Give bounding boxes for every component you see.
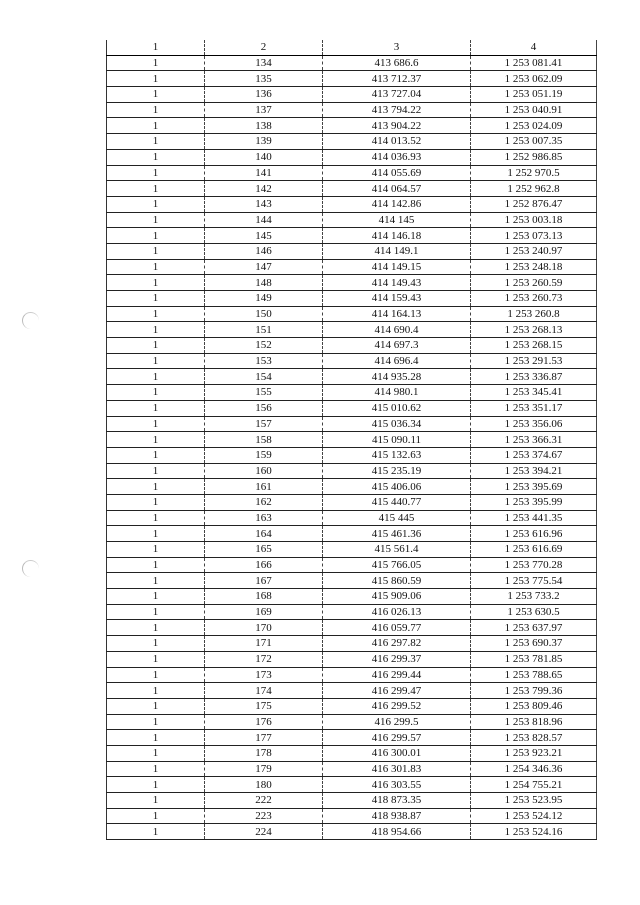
table-row <box>107 698 597 714</box>
table-row <box>107 636 597 652</box>
cell-part-number: 1 <box>107 212 205 228</box>
cell-y-coordinate: 1 253 799.36 <box>471 683 597 699</box>
table-row <box>107 651 597 667</box>
cell-point-number: 169 <box>205 604 323 620</box>
cell-x-coordinate: 414 013.52 <box>323 134 471 150</box>
cell-point-number: 144 <box>205 212 323 228</box>
cell-point-number: 163 <box>205 510 323 526</box>
cell-part-number: 1 <box>107 604 205 620</box>
cell-part-number: 1 <box>107 683 205 699</box>
cell-point-number: 136 <box>205 87 323 103</box>
cell-y-coordinate: 1 253 690.37 <box>471 636 597 652</box>
table-row <box>107 212 597 228</box>
cell-part-number: 1 <box>107 808 205 824</box>
cell-point-number: 152 <box>205 338 323 354</box>
cell-part-number: 1 <box>107 55 205 71</box>
cell-point-number: 165 <box>205 542 323 558</box>
cell-x-coordinate: 415 440.77 <box>323 494 471 510</box>
cell-part-number: 1 <box>107 306 205 322</box>
cell-x-coordinate: 414 935.28 <box>323 369 471 385</box>
cell-part-number: 1 <box>107 400 205 416</box>
cell-y-coordinate: 1 253 260.59 <box>471 275 597 291</box>
cell-x-coordinate: 416 299.44 <box>323 667 471 683</box>
cell-y-coordinate: 1 253 809.46 <box>471 698 597 714</box>
cell-part-number: 1 <box>107 573 205 589</box>
cell-point-number: 168 <box>205 589 323 605</box>
table-row <box>107 353 597 369</box>
cell-y-coordinate: 1 253 395.69 <box>471 479 597 495</box>
table-header-row <box>107 40 597 55</box>
cell-y-coordinate: 1 253 781.85 <box>471 651 597 667</box>
cell-y-coordinate: 1 253 291.53 <box>471 353 597 369</box>
cell-x-coordinate: 413 712.37 <box>323 71 471 87</box>
cell-part-number: 1 <box>107 228 205 244</box>
cell-x-coordinate: 416 303.55 <box>323 777 471 793</box>
cell-part-number: 1 <box>107 87 205 103</box>
cell-y-coordinate: 1 253 336.87 <box>471 369 597 385</box>
cell-point-number: 157 <box>205 416 323 432</box>
cell-point-number: 177 <box>205 730 323 746</box>
cell-part-number: 1 <box>107 416 205 432</box>
cell-point-number: 135 <box>205 71 323 87</box>
cell-y-coordinate: 1 253 770.28 <box>471 557 597 573</box>
table-row <box>107 416 597 432</box>
cell-point-number: 174 <box>205 683 323 699</box>
table-row <box>107 322 597 338</box>
cell-y-coordinate: 1 253 374.67 <box>471 447 597 463</box>
table-row <box>107 228 597 244</box>
cell-part-number: 1 <box>107 651 205 667</box>
table-row <box>107 479 597 495</box>
table-row <box>107 777 597 793</box>
table-row <box>107 385 597 401</box>
cell-y-coordinate: 1 253 351.17 <box>471 400 597 416</box>
cell-point-number: 148 <box>205 275 323 291</box>
table-body <box>107 55 597 839</box>
cell-point-number: 176 <box>205 714 323 730</box>
cell-point-number: 150 <box>205 306 323 322</box>
cell-part-number: 1 <box>107 353 205 369</box>
cell-x-coordinate: 415 461.36 <box>323 526 471 542</box>
cell-x-coordinate: 414 159.43 <box>323 291 471 307</box>
table-row <box>107 432 597 448</box>
cell-point-number: 140 <box>205 149 323 165</box>
cell-x-coordinate: 414 696.4 <box>323 353 471 369</box>
cell-x-coordinate: 413 794.22 <box>323 102 471 118</box>
cell-part-number: 1 <box>107 291 205 307</box>
cell-part-number: 1 <box>107 542 205 558</box>
cell-y-coordinate: 1 253 081.41 <box>471 55 597 71</box>
cell-point-number: 159 <box>205 447 323 463</box>
table-row <box>107 730 597 746</box>
cell-y-coordinate: 1 253 040.91 <box>471 102 597 118</box>
cell-part-number: 1 <box>107 698 205 714</box>
cell-part-number: 1 <box>107 510 205 526</box>
cell-y-coordinate: 1 253 524.12 <box>471 808 597 824</box>
cell-point-number: 158 <box>205 432 323 448</box>
cell-y-coordinate: 1 253 024.09 <box>471 118 597 134</box>
cell-point-number: 223 <box>205 808 323 824</box>
cell-x-coordinate: 414 055.69 <box>323 165 471 181</box>
cell-point-number: 137 <box>205 102 323 118</box>
cell-y-coordinate: 1 253 616.96 <box>471 526 597 542</box>
cell-part-number: 1 <box>107 620 205 636</box>
cell-y-coordinate: 1 252 986.85 <box>471 149 597 165</box>
cell-x-coordinate: 415 766.05 <box>323 557 471 573</box>
cell-point-number: 178 <box>205 745 323 761</box>
column-header: 4 <box>471 40 597 55</box>
cell-x-coordinate: 414 064.57 <box>323 181 471 197</box>
cell-x-coordinate: 415 860.59 <box>323 573 471 589</box>
table-row <box>107 447 597 463</box>
cell-point-number: 172 <box>205 651 323 667</box>
cell-part-number: 1 <box>107 777 205 793</box>
cell-y-coordinate: 1 253 051.19 <box>471 87 597 103</box>
cell-x-coordinate: 415 445 <box>323 510 471 526</box>
table-row <box>107 463 597 479</box>
cell-point-number: 151 <box>205 322 323 338</box>
cell-part-number: 1 <box>107 745 205 761</box>
cell-point-number: 156 <box>205 400 323 416</box>
cell-x-coordinate: 414 149.1 <box>323 243 471 259</box>
table-row <box>107 134 597 150</box>
cell-point-number: 222 <box>205 793 323 809</box>
cell-x-coordinate: 416 299.5 <box>323 714 471 730</box>
cell-y-coordinate: 1 253 630.5 <box>471 604 597 620</box>
cell-x-coordinate: 416 299.57 <box>323 730 471 746</box>
table-row <box>107 338 597 354</box>
cell-point-number: 147 <box>205 259 323 275</box>
cell-part-number: 1 <box>107 432 205 448</box>
cell-y-coordinate: 1 254 755.21 <box>471 777 597 793</box>
cell-x-coordinate: 416 299.47 <box>323 683 471 699</box>
cell-y-coordinate: 1 254 346.36 <box>471 761 597 777</box>
cell-point-number: 155 <box>205 385 323 401</box>
cell-point-number: 138 <box>205 118 323 134</box>
cell-y-coordinate: 1 253 733.2 <box>471 589 597 605</box>
cell-part-number: 1 <box>107 196 205 212</box>
cell-part-number: 1 <box>107 134 205 150</box>
cell-x-coordinate: 416 299.37 <box>323 651 471 667</box>
cell-x-coordinate: 414 690.4 <box>323 322 471 338</box>
cell-y-coordinate: 1 253 395.99 <box>471 494 597 510</box>
punch-hole-mark <box>22 312 39 329</box>
cell-x-coordinate: 415 561.4 <box>323 542 471 558</box>
table-row <box>107 275 597 291</box>
cell-y-coordinate: 1 253 366.31 <box>471 432 597 448</box>
cell-part-number: 1 <box>107 385 205 401</box>
table-row <box>107 259 597 275</box>
table-row <box>107 149 597 165</box>
cell-y-coordinate: 1 253 260.73 <box>471 291 597 307</box>
cell-part-number: 1 <box>107 275 205 291</box>
cell-point-number: 153 <box>205 353 323 369</box>
cell-x-coordinate: 414 146.18 <box>323 228 471 244</box>
cell-x-coordinate: 413 904.22 <box>323 118 471 134</box>
cell-x-coordinate: 418 873.35 <box>323 793 471 809</box>
cell-part-number: 1 <box>107 793 205 809</box>
table-row <box>107 306 597 322</box>
table-row <box>107 683 597 699</box>
cell-y-coordinate: 1 253 356.06 <box>471 416 597 432</box>
cell-point-number: 149 <box>205 291 323 307</box>
cell-point-number: 160 <box>205 463 323 479</box>
column-header: 3 <box>323 40 471 55</box>
table-row <box>107 87 597 103</box>
table-row <box>107 196 597 212</box>
cell-point-number: 167 <box>205 573 323 589</box>
cell-y-coordinate: 1 252 876.47 <box>471 196 597 212</box>
cell-part-number: 1 <box>107 667 205 683</box>
table-row <box>107 181 597 197</box>
cell-point-number: 180 <box>205 777 323 793</box>
cell-x-coordinate: 416 059.77 <box>323 620 471 636</box>
cell-point-number: 143 <box>205 196 323 212</box>
cell-y-coordinate: 1 252 962.8 <box>471 181 597 197</box>
cell-y-coordinate: 1 253 637.97 <box>471 620 597 636</box>
table-row <box>107 557 597 573</box>
cell-part-number: 1 <box>107 589 205 605</box>
table-row <box>107 243 597 259</box>
table-row <box>107 573 597 589</box>
table-row <box>107 510 597 526</box>
cell-part-number: 1 <box>107 479 205 495</box>
cell-part-number: 1 <box>107 761 205 777</box>
cell-part-number: 1 <box>107 71 205 87</box>
cell-x-coordinate: 416 300.01 <box>323 745 471 761</box>
cell-x-coordinate: 418 954.66 <box>323 824 471 840</box>
cell-point-number: 175 <box>205 698 323 714</box>
table-row <box>107 824 597 840</box>
cell-part-number: 1 <box>107 557 205 573</box>
cell-x-coordinate: 414 164.13 <box>323 306 471 322</box>
cell-y-coordinate: 1 253 524.16 <box>471 824 597 840</box>
cell-point-number: 173 <box>205 667 323 683</box>
cell-y-coordinate: 1 252 970.5 <box>471 165 597 181</box>
table-row <box>107 808 597 824</box>
cell-part-number: 1 <box>107 149 205 165</box>
column-header: 2 <box>205 40 323 55</box>
cell-point-number: 134 <box>205 55 323 71</box>
cell-y-coordinate: 1 253 788.65 <box>471 667 597 683</box>
table-row <box>107 667 597 683</box>
cell-part-number: 1 <box>107 526 205 542</box>
table-row <box>107 714 597 730</box>
cell-point-number: 141 <box>205 165 323 181</box>
cell-y-coordinate: 1 253 775.54 <box>471 573 597 589</box>
cell-part-number: 1 <box>107 730 205 746</box>
table-row <box>107 55 597 71</box>
cell-y-coordinate: 1 253 248.18 <box>471 259 597 275</box>
cell-x-coordinate: 415 132.63 <box>323 447 471 463</box>
cell-x-coordinate: 415 909.06 <box>323 589 471 605</box>
cell-y-coordinate: 1 253 923.21 <box>471 745 597 761</box>
table-row <box>107 542 597 558</box>
table-row <box>107 291 597 307</box>
cell-part-number: 1 <box>107 714 205 730</box>
cell-point-number: 154 <box>205 369 323 385</box>
coordinates-table <box>106 40 597 840</box>
cell-point-number: 146 <box>205 243 323 259</box>
cell-point-number: 170 <box>205 620 323 636</box>
cell-part-number: 1 <box>107 636 205 652</box>
cell-x-coordinate: 416 026.13 <box>323 604 471 620</box>
cell-y-coordinate: 1 253 062.09 <box>471 71 597 87</box>
cell-x-coordinate: 414 980.1 <box>323 385 471 401</box>
cell-x-coordinate: 414 142.86 <box>323 196 471 212</box>
cell-y-coordinate: 1 253 073.13 <box>471 228 597 244</box>
cell-x-coordinate: 414 149.43 <box>323 275 471 291</box>
cell-point-number: 179 <box>205 761 323 777</box>
cell-y-coordinate: 1 253 007.35 <box>471 134 597 150</box>
cell-x-coordinate: 414 145 <box>323 212 471 228</box>
cell-x-coordinate: 415 036.34 <box>323 416 471 432</box>
cell-x-coordinate: 418 938.87 <box>323 808 471 824</box>
cell-part-number: 1 <box>107 181 205 197</box>
cell-point-number: 162 <box>205 494 323 510</box>
table-row <box>107 494 597 510</box>
cell-x-coordinate: 416 301.83 <box>323 761 471 777</box>
cell-x-coordinate: 414 149.15 <box>323 259 471 275</box>
cell-point-number: 224 <box>205 824 323 840</box>
table-row <box>107 761 597 777</box>
cell-y-coordinate: 1 253 345.41 <box>471 385 597 401</box>
cell-point-number: 139 <box>205 134 323 150</box>
cell-x-coordinate: 413 686.6 <box>323 55 471 71</box>
cell-part-number: 1 <box>107 338 205 354</box>
cell-y-coordinate: 1 253 240.97 <box>471 243 597 259</box>
cell-x-coordinate: 415 235.19 <box>323 463 471 479</box>
cell-point-number: 164 <box>205 526 323 542</box>
cell-part-number: 1 <box>107 243 205 259</box>
cell-y-coordinate: 1 253 441.35 <box>471 510 597 526</box>
table-row <box>107 604 597 620</box>
cell-x-coordinate: 414 036.93 <box>323 149 471 165</box>
cell-point-number: 171 <box>205 636 323 652</box>
table-row <box>107 102 597 118</box>
cell-point-number: 142 <box>205 181 323 197</box>
cell-x-coordinate: 415 406.06 <box>323 479 471 495</box>
cell-y-coordinate: 1 253 268.13 <box>471 322 597 338</box>
cell-part-number: 1 <box>107 118 205 134</box>
table-row <box>107 71 597 87</box>
cell-y-coordinate: 1 253 268.15 <box>471 338 597 354</box>
cell-x-coordinate: 416 297.82 <box>323 636 471 652</box>
table-row <box>107 793 597 809</box>
cell-part-number: 1 <box>107 165 205 181</box>
cell-y-coordinate: 1 253 818.96 <box>471 714 597 730</box>
cell-point-number: 166 <box>205 557 323 573</box>
cell-part-number: 1 <box>107 322 205 338</box>
cell-part-number: 1 <box>107 369 205 385</box>
table-row <box>107 526 597 542</box>
cell-x-coordinate: 415 010.62 <box>323 400 471 416</box>
cell-part-number: 1 <box>107 463 205 479</box>
table-row <box>107 620 597 636</box>
cell-x-coordinate: 413 727.04 <box>323 87 471 103</box>
punch-hole-mark <box>22 560 39 577</box>
cell-y-coordinate: 1 253 260.8 <box>471 306 597 322</box>
cell-point-number: 161 <box>205 479 323 495</box>
cell-y-coordinate: 1 253 523.95 <box>471 793 597 809</box>
cell-part-number: 1 <box>107 494 205 510</box>
cell-y-coordinate: 1 253 003.18 <box>471 212 597 228</box>
table-row <box>107 400 597 416</box>
column-header: 1 <box>107 40 205 55</box>
cell-x-coordinate: 415 090.11 <box>323 432 471 448</box>
cell-x-coordinate: 414 697.3 <box>323 338 471 354</box>
table-row <box>107 745 597 761</box>
cell-y-coordinate: 1 253 828.57 <box>471 730 597 746</box>
table-row <box>107 165 597 181</box>
cell-part-number: 1 <box>107 259 205 275</box>
cell-part-number: 1 <box>107 447 205 463</box>
table-row <box>107 589 597 605</box>
cell-y-coordinate: 1 253 616.69 <box>471 542 597 558</box>
cell-part-number: 1 <box>107 102 205 118</box>
cell-point-number: 145 <box>205 228 323 244</box>
cell-y-coordinate: 1 253 394.21 <box>471 463 597 479</box>
cell-part-number: 1 <box>107 824 205 840</box>
table-row <box>107 369 597 385</box>
table-row <box>107 118 597 134</box>
cell-x-coordinate: 416 299.52 <box>323 698 471 714</box>
